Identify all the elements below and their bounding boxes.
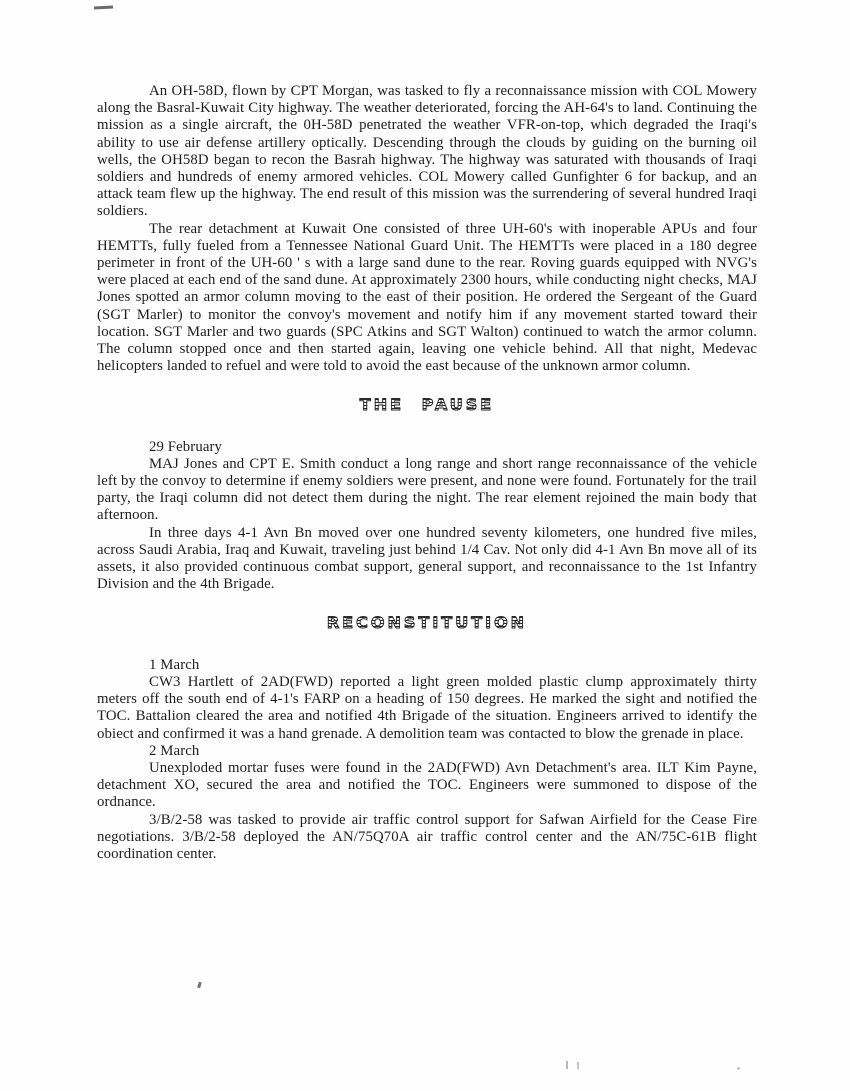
- paragraph-hand-grenade-report: CW3 Hartlett of 2AD(FWD) reported a light green molded plastic clump approximately thirty meters off the south end of 4-1's FARP on a heading of 150 degrees. He marked the sight and notified the TOC. Battalion cleared the area and notified 4th Brigade of the situation. Engineers arrived to identify the obiect and confirmed it was a hand grenade. A demolition team was contacted to blow the grenade in place.: [97, 673, 757, 742]
- paragraph-battalion-movement-summary: In three days 4-1 Avn Bn moved over one hundred seventy kilometers, one hundred five miles, across Saudi Arabia, Iraq and Kuwait, traveling just behind 1/4 Cav. Not only did 4-1 Avn Bn move all of its assets, it also provided continuous combat support, general support, and reconnaissance to the 1st Infantry Division and the 4th Brigade.: [97, 524, 757, 593]
- section-heading-the-pause: THE PAUSE: [97, 396, 757, 413]
- scan-artifact-top-mark: [94, 6, 113, 10]
- paragraph-safwan-air-traffic-control: 3/B/2-58 was tasked to provide air traffic control support for Safwan Airfield for the Cease Fire negotiations. 3/B/2-58 deployed the AN/75Q70A air traffic control center and the AN/75C-61B flight coordination center.: [97, 811, 757, 862]
- section-heading-reconstitution: RECONSTITUTION: [97, 614, 757, 631]
- scan-artifact-dot: [737, 1067, 740, 1070]
- paragraph-vehicle-reconnaissance: MAJ Jones and CPT E. Smith conduct a long range and short range reconnaissance of the vehicle left by the convoy to determine if enemy soldiers were present, and none were found. Fortunately for the trail party, the Iraqi column did not detect them during the night. The rear element rejoined the main body that afternoon.: [97, 455, 757, 524]
- paragraph-oh58d-recon-mission: An OH-58D, flown by CPT Morgan, was tasked to fly a reconnaissance mission with COL Mowery along the Basral-Kuwait City highway. The weather deteriorated, forcing the AH-64's to land. Continuing the mission as a single aircraft, the 0H-58D penetrated the weather VFR-on-top, which degraded the Iraqi's ability to use air defense artillery optically. Descending through the clouds by guiding on the burning oil wells, the OH58D began to recon the Basrah highway. The highway was saturated with thousands of Iraqi soldiers and hundreds of enemy armored vehicles. COL Mowery called Gunfighter 6 for backup, and an attack team flew up the highway. The end result of this mission was the surrendering of several hundred Iraqi soldiers.: [97, 83, 757, 220]
- paragraph-rear-detachment-kuwait-one: The rear detachment at Kuwait One consisted of three UH-60's with inoperable APUs and four HEMTTs, fully fueled from a Tennessee National Guard Unit. The HEMTTs were placed in a 180 degree perimeter in front of the UH-60 ' s with a large sand dune to the rear. Roving guards equipped with NVG's were placed at each end of the sand dune. At approximately 2300 hours, while conducting night checks, MAJ Jones spotted an armor column moving to the east of their position. He ordered the Sergeant of the Guard (SGT Marler) to monitor the convoy's movement and notify him if any movement started toward their location. SGT Marler and two guards (SPC Atkins and SGT Walton) continued to watch the armor column. The column stopped once and then started again, leaving one vehicle behind. All that night, Medevac helicopters landed to refuel and were told to avoid the east because of the unknown armor column.: [97, 220, 757, 375]
- date-heading-29-february: 29 February: [149, 438, 223, 455]
- paragraph-mortar-fuses: Unexploded mortar fuses were found in the 2AD(FWD) Avn Detachment's area. ILT Kim Payne, detachment XO, secured the area and notified the TOC. Engineers were summoned to dispose of the ordnance.: [97, 759, 757, 811]
- scan-artifact-tick: [577, 1062, 579, 1069]
- document-text-column: [97, 83, 757, 863]
- date-heading-1-march: 1 March: [149, 656, 200, 673]
- scan-artifact-tick: [566, 1061, 568, 1069]
- date-heading-2-march: 2 March: [149, 742, 200, 759]
- scan-artifact-speck: [197, 982, 202, 989]
